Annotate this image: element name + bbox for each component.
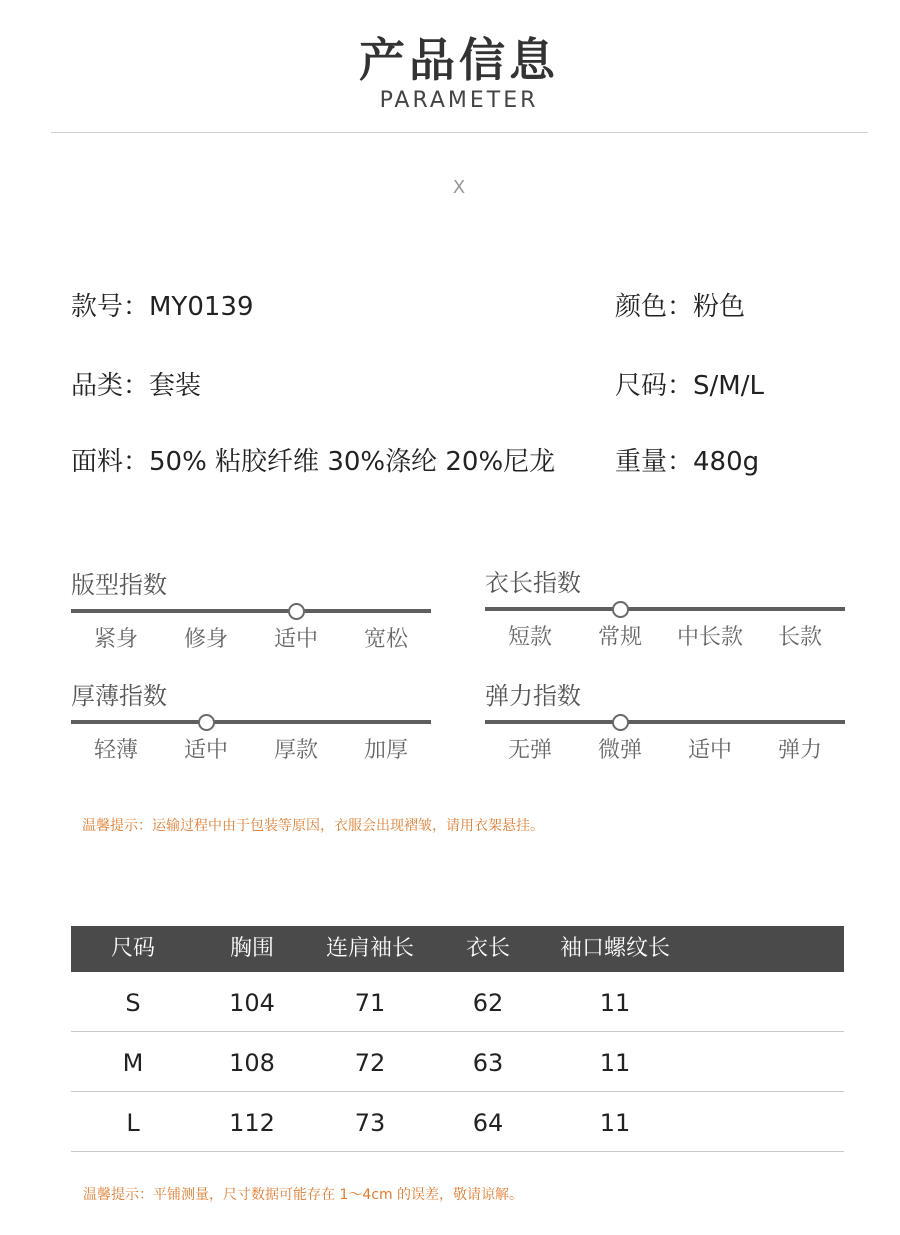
size-table	[71, 926, 844, 1152]
table-header-cell: 尺码	[110, 936, 155, 961]
scale-label: 长款	[777, 625, 822, 650]
scale-indicator	[612, 601, 629, 618]
scale-indicator	[288, 603, 305, 620]
scale-label: 加厚	[363, 738, 408, 763]
scale-label: 微弹	[597, 738, 642, 763]
header-divider	[51, 132, 868, 133]
table-cell: 71	[354, 989, 386, 1017]
table-header-cell: 袖口螺纹长	[559, 936, 670, 961]
page-title: 产品信息	[359, 33, 559, 87]
scale-label: 无弹	[507, 738, 552, 763]
scale-indicator	[612, 714, 629, 731]
length-index-scale	[485, 568, 845, 658]
image-placeholder-mark: X	[452, 177, 466, 198]
table-cell: L	[126, 1109, 140, 1137]
measurement-tip: 温馨提示：平铺测量，尺寸数据可能存在 1～4cm 的误差，敬请谅解。	[83, 1187, 524, 1203]
scale-track	[71, 720, 431, 724]
scale-track	[485, 607, 845, 611]
info-fabric: 面料：50% 粘胶纤维 30%涤纶 20%尼龙	[71, 447, 556, 477]
table-cell: 11	[599, 1049, 631, 1077]
table-cell: M	[122, 1049, 144, 1077]
table-header-cell: 胸围	[229, 936, 274, 961]
info-color: 颜色：粉色	[615, 292, 746, 322]
packaging-tip: 温馨提示：运输过程中由于包装等原因，衣服会出现褶皱，请用衣架悬挂。	[82, 818, 544, 834]
info-weight: 重量：480g	[615, 447, 760, 477]
table-cell: S	[125, 989, 141, 1017]
scale-label: 厚款	[273, 738, 318, 763]
table-cell: 62	[472, 989, 504, 1017]
table-cell: 112	[229, 1109, 275, 1137]
scale-track	[71, 609, 431, 613]
table-cell: 11	[599, 1109, 631, 1137]
table-cell: 11	[599, 989, 631, 1017]
scale-label: 弹力	[777, 738, 822, 763]
elasticity-index-scale	[485, 681, 845, 771]
table-cell: 104	[229, 989, 275, 1017]
scale-label: 中长款	[676, 625, 743, 650]
scale-title: 厚薄指数	[71, 682, 167, 710]
scale-title: 弹力指数	[485, 682, 581, 710]
scale-label: 适中	[687, 738, 732, 763]
table-header-cell: 衣长	[465, 936, 510, 961]
thickness-index-scale	[71, 681, 431, 771]
table-cell: 108	[229, 1049, 275, 1077]
scale-label: 修身	[183, 627, 228, 652]
scale-label: 紧身	[93, 627, 138, 652]
info-size: 尺码：S/M/L	[615, 371, 764, 401]
scale-label: 宽松	[363, 627, 408, 652]
table-cell: 73	[354, 1109, 386, 1137]
page-subtitle: PARAMETER	[379, 88, 539, 113]
table-cell: 72	[354, 1049, 386, 1077]
scale-label: 轻薄	[93, 738, 138, 763]
table-cell: 64	[472, 1109, 504, 1137]
fit-index-scale	[71, 570, 431, 660]
table-row	[71, 1032, 844, 1092]
scale-title: 衣长指数	[485, 569, 581, 597]
table-header-cell: 连肩袖长	[325, 936, 414, 961]
scale-label: 常规	[597, 625, 642, 650]
table-header-row	[71, 926, 844, 972]
scale-label: 短款	[507, 625, 552, 650]
scale-title: 版型指数	[71, 571, 167, 599]
scale-label: 适中	[273, 627, 318, 652]
table-row	[71, 972, 844, 1032]
scale-label: 适中	[183, 738, 228, 763]
info-style-no: 款号：MY0139	[71, 292, 254, 322]
table-cell: 63	[472, 1049, 504, 1077]
scale-indicator	[198, 714, 215, 731]
info-category: 品类：套装	[71, 371, 202, 401]
table-row	[71, 1092, 844, 1152]
scale-track	[485, 720, 845, 724]
